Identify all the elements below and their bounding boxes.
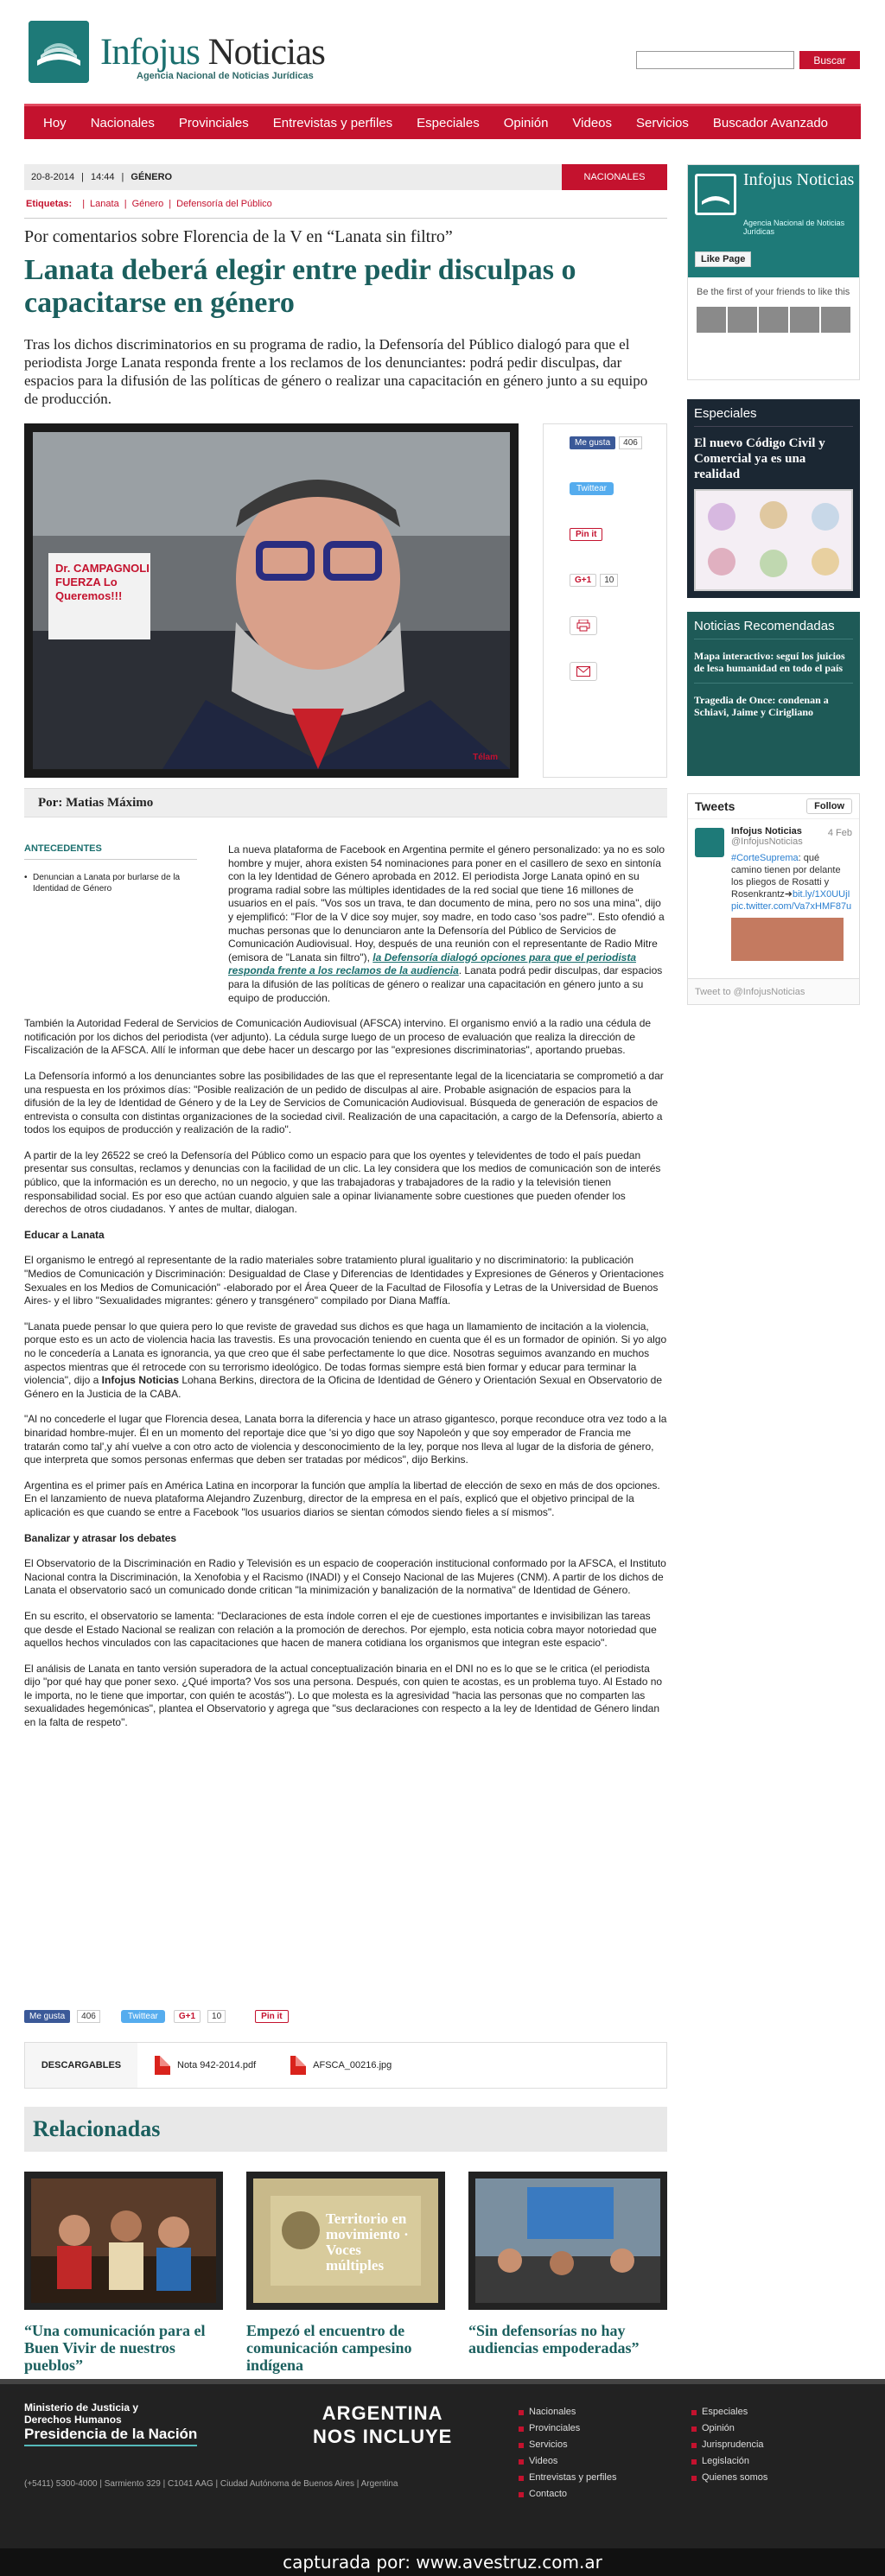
footer-link[interactable]: Servicios <box>519 2439 616 2450</box>
footer-link[interactable]: Legislación <box>691 2456 767 2466</box>
article-headline: Lanata deberá elegir entre pedir disculpas o capacitarse en género <box>24 254 576 319</box>
nav-item-especiales[interactable]: Especiales <box>417 115 480 130</box>
footer-ministry[interactable]: Ministerio de Justicia y Derechos Humanos <box>24 2401 139 2426</box>
argentina-line2: NOS INCLUYE <box>313 2426 453 2447</box>
tags-label: Etiquetas: <box>26 199 73 209</box>
footer-link[interactable]: Opinión <box>691 2423 767 2433</box>
related-image-text: Territorio en movimiento · Voces múltiples <box>326 2210 409 2274</box>
share-box <box>543 423 667 778</box>
download-file-jpg[interactable] <box>290 2056 392 2075</box>
fb-friend-thumbs <box>688 307 859 333</box>
article-date: 20-8-2014 <box>31 172 75 182</box>
footer-link[interactable]: Quienes somos <box>691 2472 767 2483</box>
article-subheading: Banalizar y atrasar los debates <box>24 1531 177 1544</box>
article-paragraph: Argentina es el primer país en América Latina en incorporar la función que amplía la libertad de elección de sexo en más de dos opciones. En el lanzamiento de nueva plataforma Alejandro Zuzenburg, director de la empresa en el país, explicó que el objetivo principal de la aplicación es que cuando se entre a Facebook "los usuarios diarios se sientan cómodos siendo fieles a sí mismos". <box>24 1479 660 1518</box>
antecedentes-box <box>24 843 197 894</box>
pdf-file-icon <box>155 2056 170 2075</box>
article-body-area <box>24 843 667 1730</box>
main-nav <box>24 104 861 139</box>
footer-address: (+5411) 5300-4000 | Sarmiento 329 | C1041 AAG | Ciudad Autónoma de Buenos Aires | Argentina <box>24 2479 398 2489</box>
search-input[interactable] <box>636 51 794 69</box>
article-body <box>24 843 667 1730</box>
article-tags: Etiquetas: | Lanata | Género | Defensoría del Público <box>26 199 272 209</box>
article-paragraph: El análisis de Lanata en tanto versión superadora de la actual conceptualización binaria en el DNI no es lo que se le critica (el periodista dijo "por qué hay que poner sexo. ¿Qué importa? Vos sos una persona. Después, con quien te acostas, es un problema tuyo. Al Estado no le importa, no le tiene que importar, con quién te acostás"). Lo que molesta es la agresividad "hacia las personas que no comparten las sexualidades hegemónicas", plantea el Observatorio y agrega que "sus declaraciones con respecto a la ley de Identidad de Género lindan en la falta de respeto". <box>24 1662 663 1729</box>
gplus-count: 10 <box>207 2010 226 2023</box>
nav-item-opinion[interactable]: Opinión <box>503 115 549 130</box>
divider <box>24 218 667 219</box>
download-file-pdf[interactable] <box>155 2056 256 2075</box>
article-subheading: Educar a Lanata <box>24 1228 105 1241</box>
related-title[interactable]: Empezó el encuentro de comunicación campesino indígena <box>246 2322 412 2374</box>
tweet-media[interactable] <box>731 918 844 961</box>
especiales-label[interactable]: Especiales <box>694 406 853 427</box>
footer-argentina-logo[interactable] <box>313 2401 452 2448</box>
antecedentes-link[interactable]: • Denuncian a Lanata por burlarse de la Identidad de Género <box>24 872 197 894</box>
print-row <box>570 618 666 633</box>
footer-link[interactable]: Especiales <box>691 2407 767 2417</box>
tweet <box>688 818 859 976</box>
footer-presidency[interactable]: Presidencia de la Nación <box>24 2426 197 2446</box>
related-image[interactable] <box>24 2172 223 2310</box>
footer-links-col2 <box>691 2407 767 2489</box>
related-title[interactable]: “Una comunicación para el Buen Vivir de nuestros pueblos” <box>24 2322 206 2374</box>
pinterest-row <box>570 526 666 542</box>
article-summary: Tras los dichos discriminatorios en su programa de radio, la Defensoría del Público dialogó para que el periodista Jorge Lanata responda frente a los reclamos de los denunciantes: podrá pedir disculpas, dar espacios para la difusión de las políticas de género o realizar una capacitación en género junto a su equipo de producción. <box>24 336 648 407</box>
file-name: Nota 942-2014.pdf <box>177 2060 257 2070</box>
brand-secondary: Noticias <box>207 32 325 73</box>
recomendadas-box <box>687 612 860 776</box>
especiales-image[interactable] <box>694 489 853 591</box>
article-meta-bar: 20-8-2014 | 14:44 | GÉNERO NACIONALES <box>24 164 667 190</box>
mail-row <box>570 664 666 679</box>
tweet-author[interactable]: Infojus Noticias <box>731 826 802 836</box>
nav-item-hoy[interactable]: Hoy <box>43 115 67 130</box>
fb-friend-avatar[interactable] <box>728 307 757 333</box>
article-paragraph: En su escrito, el observatorio se lamenta: "Declaraciones de esta índole corren el eje de cuestiones importantes e invisibilizan las tareas que desde el Estado Nacional se realizan con relación a la promoción de derechos. Por ejemplo, esta noticia cobra mayor notoriedad que aquellos hechos vinculados con las capacitaciones que hacen de manera cotidiana los organismos que integran este espacio". <box>24 1609 657 1650</box>
twitter-header <box>688 794 859 818</box>
twitter-widget <box>687 793 860 1005</box>
article-paragraph: El Observatorio de la Discriminación en Radio y Televisión es un espacio de cooperación institucional conformado por la AFSCA, el Instituto Nacional contra la Discriminación, la Xenofobia y el Racismo (INADI) y el Consejo Nacional de las Mujeres (CNM). A partir de los dichos de Lanata el observatorio sacó un comunicado donde critican "la minimización y banalización de la normativa" de Identidad de Género. <box>24 1557 666 1597</box>
gplus-button[interactable]: G+1 <box>174 2010 201 2023</box>
related-title[interactable]: “Sin defensorías no hay audiencias empoderadas” <box>468 2322 640 2357</box>
recomendadas-label: Noticias Recomendadas <box>694 619 853 639</box>
gplus-count: 10 <box>600 574 618 587</box>
nav-item-entrevistas[interactable]: Entrevistas y perfiles <box>272 115 393 130</box>
footer-links-col1 <box>519 2407 616 2505</box>
file-name: AFSCA_00216.jpg <box>313 2060 392 2070</box>
related-image[interactable] <box>246 2172 445 2310</box>
especiales-title[interactable]: El nuevo Código Civil y Comercial ya es una realidad <box>694 436 825 481</box>
nav-item-provinciales[interactable]: Provinciales <box>178 115 249 130</box>
brand-primary: Infojus <box>100 32 200 73</box>
article-media-row <box>24 423 667 785</box>
article-column <box>24 164 667 1742</box>
twitter-row <box>570 480 666 496</box>
downloads-box <box>24 2042 667 2089</box>
mail-icon[interactable] <box>570 662 597 681</box>
related-card[interactable] <box>468 2172 667 2357</box>
fb-friend-avatar[interactable] <box>821 307 850 333</box>
article-paragraph: A partir de la ley 26522 se creó la Defensoría del Público como un espacio para que los oyentes y televidentes de todo el país puedan presentar sus consultas, reclamos y denuncias con la facilidad de un clic. La ley considera que los medios de comunicación son de interés público, que la información es un derecho, no un negocio, y que las trabajadoras y trabajadores de la radio y la televisión tienen responsabilidad social. Es por eso que actúan cuando alguien sale a opinar livianamente sobre cuestiones que pueden ofender los derechos de otros ciudadanos. Y antes de multar, dialogan. <box>24 1148 661 1216</box>
tweet-compose-input[interactable]: Tweet to @InfojusNoticias <box>688 978 859 1004</box>
paragraph-text: . Lanata podrá pedir disculpas, dar espacios para la difusión de las políticas de género o realizar una capacitación en género junto a su equipo de producción. <box>228 964 663 1004</box>
protest-sign-text: Dr. CAMPAGNOLI FUERZA Lo Queremos!!! <box>55 562 150 602</box>
bottom-share-bar <box>24 2007 667 2026</box>
tag-link[interactable]: Género <box>131 199 164 209</box>
related-header: Relacionadas <box>24 2107 667 2152</box>
fb-like-button[interactable]: Me gusta <box>24 2010 70 2023</box>
fb-like-count: 406 <box>77 2010 100 2023</box>
brand-tagline: Agencia Nacional de Noticias Jurídicas <box>137 71 314 81</box>
print-icon[interactable] <box>570 616 597 635</box>
tweets-title[interactable]: Tweets <box>695 799 735 813</box>
tweet-link[interactable]: bit.ly/1X0UUjI pic.twitter.com/Va7xHMF87u <box>731 889 852 912</box>
paragraph-text: Lohana Berkins, directora de la Oficina de Identidad de Género y Orientación Sexual en Observatorio de Género en la Justicia de la CABA. <box>24 1374 663 1400</box>
article-paragraph <box>228 843 667 1005</box>
fb-friends-text: Be the first of your friends to like this <box>697 287 850 297</box>
nav-item-buscador[interactable]: Buscador Avanzado <box>712 115 829 130</box>
article-section-tag[interactable]: GÉNERO <box>131 172 173 182</box>
section-badge[interactable]: NACIONALES <box>562 164 667 190</box>
defensoria-link[interactable]: la Defensoría dialogó opciones para que el periodista responda frente a los reclamos de la audiencia <box>228 951 637 977</box>
downloads-files <box>137 2043 666 2088</box>
related-image[interactable] <box>468 2172 667 2310</box>
gplus-row <box>570 572 666 588</box>
tweet-button[interactable]: Twittear <box>121 2010 165 2023</box>
fb-page-sub: Agencia Nacional de Noticias Jurídicas <box>743 219 845 236</box>
site-header <box>24 0 861 95</box>
article-paragraph: También la Autoridad Federal de Servicios de Comunicación Audiovisual (AFSCA) intervino. El organismo envió a la radio una cédula de notificación por los dichos del periodista (ver adjunto). La cédula surge luego de un proceso de evaluación que realiza la dirección de Fiscalización de la AFSCA. Allí le informan que debe hacer un descargo por las "expresiones discriminatorias", aportando pruebas. <box>24 1017 652 1057</box>
article-paragraph: "Al no concederle el lugar que Florencia desea, Lanata borra la diferencia y hace un atraso gigantesco, porque reconduce otra vez todo a la binaridad hombre-mujer. Él en un momento del reportaje dice que 'si yo digo que soy Napoleón y que soy emperador de Francia me tratarán como tal',y ahí vuelve a con otro acto de violencia y desconocimiento de la ley, porque nos lleva al lugar de la disforia de género, que interpreta que somos personas enfermas que deben ser tratadas por médicos", dijo Berkins. <box>24 1413 667 1466</box>
pin-it-button[interactable]: Pin it <box>255 2010 288 2023</box>
tweet-body: : qué camino tienen por delante los pliegos de Rosatti y Rosenkrantz➜ <box>731 853 841 900</box>
paragraph-bold: Infojus Noticias <box>101 1374 179 1387</box>
pdf-file-icon <box>290 2056 306 2075</box>
tag-link[interactable]: Defensoría del Público <box>176 199 272 209</box>
footer-link[interactable]: Videos <box>519 2456 616 2466</box>
related-card[interactable] <box>24 2172 223 2374</box>
brand-name[interactable] <box>100 31 325 73</box>
recomendada-item[interactable]: Mapa interactivo: seguí los juicios de lesa humanidad en todo el país <box>694 650 853 684</box>
footer-link[interactable]: Nacionales <box>519 2407 616 2417</box>
capture-credit: capturada por: www.avestruz.com.ar <box>0 2548 885 2576</box>
especiales-box <box>687 399 860 598</box>
pin-it-button[interactable]: Pin it <box>570 528 602 541</box>
argentina-line1: ARGENTINA <box>322 2402 443 2424</box>
fb-cover[interactable] <box>688 165 859 277</box>
antecedentes-title: ANTECEDENTES <box>24 843 197 860</box>
downloads-label: DESCARGABLES <box>41 2060 122 2070</box>
article-paragraph <box>24 1320 667 1402</box>
article-paragraph: El organismo le entregó al representante de la radio materiales sobre tratamiento plural igualitario y no discriminatorio: la publicación "Medios de Comunicación y Discriminación: Desigualdad de Clase y Diferencias de Identidades y Expresiones de Géneros y Orientaciones Sexuales en los Medios de Comunicación" -elaborado por el Área Queer de la Facultad de Filosofía y Letras de la Universidad de Buenos Aires- y el libro "Sexualidades migrantes: género y transgénero" compilado por Diana Maffía. <box>24 1254 664 1307</box>
article-time: 14:44 <box>91 172 115 182</box>
tweet-date[interactable]: 4 Feb <box>827 828 852 838</box>
site-footer <box>0 2379 885 2548</box>
fb-page-name[interactable]: Infojus Noticias <box>743 170 855 189</box>
article-photo[interactable] <box>24 423 519 778</box>
article-byline: Por: Matias Máximo <box>24 788 667 817</box>
nav-item-servicios[interactable]: Servicios <box>636 115 689 130</box>
sidebar <box>687 164 860 1005</box>
footer-link[interactable]: Contacto <box>519 2489 616 2499</box>
gplus-button[interactable]: G+1 <box>570 574 596 587</box>
tag-link[interactable]: Lanata <box>90 199 119 209</box>
paragraph-text: La nueva plataforma de Facebook en Argentina permite el género personalizado: ya no es solo hombre y mujer, ahora existen 54 nominaciones para poner en el casillero de sexo en sintonía con la ley Identidad de Género aprobada en 2012. El periodista Jorge Lanata opinó en su programa radial sobre las múltiples identidades de la red social que tiene 16 millones de usuarios en el país. "Vos sos un trava, te dan documento de mina, pero no sos una mina", dijo y ejemplificó: "Flor de la V dice soy mujer, soy madre, en todo caso 'sos padre'". Esto ofendió a muchas personas que lo denunciaron ante la Defensoría del Público de Servicios de Comunicación Audiovisual. Hoy, después de una reunión con el representante de Radio Mitre (emisora de "Lanata sin filtro"), <box>228 843 665 964</box>
photo-credit: Télam <box>473 753 498 762</box>
nav-item-videos[interactable]: Videos <box>572 115 613 130</box>
footer-link[interactable]: Jurisprudencia <box>691 2439 767 2450</box>
fb-like-page-button[interactable]: Like Page <box>695 251 751 267</box>
article-paragraph: La Defensoría informó a los denunciantes sobre las posibilidades de las que el representante legal de la licenciataria se comprometió a dar una respuesta en los próximos días: "Posible realización de un pedido de disculpas al aire. Probable asignación de espacios para la difusión de la ley de Identidad de Género y de la Ley de Servicios de Comunicación Audiovisual. Búsqueda de generación de espacios de entrevista o consulta con distintas organizaciones de la sociedad civil. Realización de una capacitación, a cargo de la Defensoría, abierto a todos los equipos de producción y realización de la radio". <box>24 1069 664 1136</box>
footer-link[interactable]: Provinciales <box>519 2423 616 2433</box>
related-card[interactable] <box>246 2172 445 2374</box>
fb-like-count: 406 <box>619 436 642 449</box>
tweet-button[interactable]: Twittear <box>570 482 614 495</box>
fb-friend-avatar[interactable] <box>759 307 788 333</box>
fb-friend-avatar[interactable] <box>790 307 819 333</box>
article-volanta: Por comentarios sobre Florencia de la V en “Lanata sin filtro” <box>24 227 453 246</box>
fb-friend-avatar[interactable] <box>697 307 726 333</box>
facebook-page-widget <box>687 164 860 380</box>
infojus-logo-icon[interactable] <box>29 21 89 83</box>
footer-link[interactable]: Entrevistas y perfiles <box>519 2472 616 2483</box>
tweet-handle[interactable]: @InfojusNoticias <box>731 836 803 847</box>
fb-like-button[interactable]: Me gusta <box>570 436 615 449</box>
recomendada-item[interactable]: Tragedia de Once: condenan a Schiavi, Jaime y Cirigliano <box>694 694 829 718</box>
tweet-text <box>731 852 852 913</box>
search-button[interactable]: Buscar <box>799 51 860 69</box>
paragraph-text: "Lanata puede pensar lo que quiera pero lo que reviste de gravedad sus dichos es que haga un llamamiento de incitación a la violencia, porque esto es un acto de violencia hacia las travestis. Es una provocación teniendo en cuenta que él es un formador de opinión. Si yo algo no le concedería a Lanata es ignorancia, ya que creo que él sabe perfectamente lo que dice. Nosotras seguimos avanzando en muchos aspectos mientras que él retrocede con su terrorismo ideológico. De todas formas siempre está bien formar y educar para terminar la violencia", dijo a <box>24 1320 667 1387</box>
fb-like-row <box>570 435 666 450</box>
fb-page-avatar[interactable] <box>695 174 736 215</box>
tweet-hashtag[interactable]: #CorteSuprema <box>731 853 799 863</box>
nav-item-nacionales[interactable]: Nacionales <box>90 115 155 130</box>
twitter-follow-button[interactable]: Follow <box>806 798 852 814</box>
tweet-avatar[interactable] <box>695 828 724 857</box>
